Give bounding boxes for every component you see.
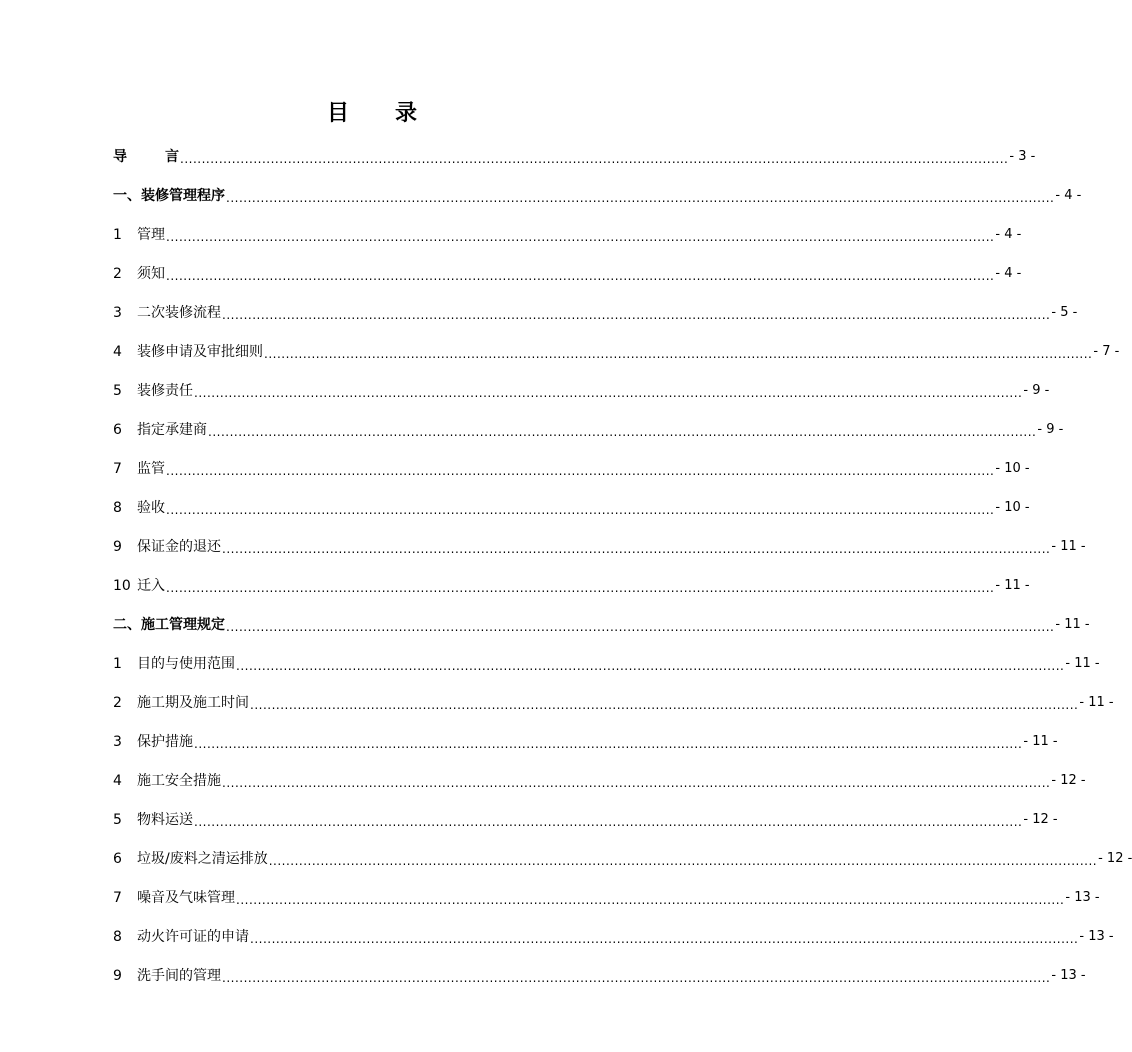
toc-entry-label: 保证金的退还 xyxy=(137,538,221,555)
dot-leader: ................................................................................................................................................................................................ xyxy=(222,775,1051,790)
dot-leader: ................................................................................................................................................................................................ xyxy=(222,541,1051,556)
toc-entry-item[interactable] xyxy=(113,254,1022,293)
toc-entry-item[interactable] xyxy=(113,449,1030,488)
toc-page-number: - 11 - xyxy=(1065,655,1100,671)
toc-entry-number: 2 xyxy=(113,265,122,282)
dot-leader: ................................................................................................................................................................................................ xyxy=(194,736,1023,751)
toc-entry-introduction[interactable] xyxy=(113,137,1036,176)
toc-entry-label-part-2: 言 xyxy=(165,148,179,165)
toc-entry-label: 动火许可证的申请 xyxy=(137,928,249,945)
toc-entry-item[interactable] xyxy=(113,566,1030,605)
toc-entry-item[interactable] xyxy=(113,644,1100,683)
toc-entry-item[interactable] xyxy=(113,527,1086,566)
toc-page-number: - 13 - xyxy=(1079,928,1114,944)
toc-entry-label: 保护措施 xyxy=(137,733,193,750)
toc-page-number: - 4 - xyxy=(995,265,1022,281)
toc-entry-number: 1 xyxy=(113,655,122,672)
toc-title-part-1: 目 xyxy=(326,101,349,126)
toc-entry-label: 洗手间的管理 xyxy=(137,967,221,984)
toc-entry-label: 目的与使用范围 xyxy=(137,655,235,672)
toc-entry-item[interactable] xyxy=(113,371,1050,410)
toc-entry-item[interactable] xyxy=(113,722,1058,761)
dot-leader: ................................................................................................................................................................................................ xyxy=(180,151,1009,166)
toc-page-number: - 9 - xyxy=(1023,382,1050,398)
toc-entry-item[interactable] xyxy=(113,761,1086,800)
toc-entry-number: 1 xyxy=(113,226,122,243)
toc-entry-section-1[interactable] xyxy=(113,176,1082,215)
toc-page-number: - 11 - xyxy=(995,577,1030,593)
toc-entry-number: 10 xyxy=(113,577,131,594)
toc-page-number: - 4 - xyxy=(1055,187,1082,203)
toc-entry-item[interactable] xyxy=(113,215,1022,254)
toc-entry-number: 4 xyxy=(113,343,122,360)
toc-entry-number: 5 xyxy=(113,811,122,828)
toc-entry-item[interactable] xyxy=(113,839,1132,878)
toc-page-number: - 13 - xyxy=(1051,967,1086,983)
dot-leader: ................................................................................................................................................................................................ xyxy=(268,853,1098,868)
toc-entry-label: 装修申请及审批细则 xyxy=(137,343,263,360)
dot-leader: ................................................................................................................................................................................................ xyxy=(166,580,995,595)
toc-entry-item[interactable] xyxy=(113,488,1030,527)
toc-entry-item[interactable] xyxy=(113,917,1114,956)
toc-page-number: - 13 - xyxy=(1065,889,1100,905)
toc-entry-item[interactable] xyxy=(113,683,1114,722)
toc-entry-number: 9 xyxy=(113,538,122,555)
toc-page-number: - 10 - xyxy=(995,499,1030,515)
toc-entry-item[interactable] xyxy=(113,332,1120,371)
dot-leader: ................................................................................................................................................................................................ xyxy=(226,190,1055,205)
dot-leader: ................................................................................................................................................................................................ xyxy=(194,385,1023,400)
toc-page-number: - 4 - xyxy=(995,226,1022,242)
toc-entry-label: 噪音及气味管理 xyxy=(137,889,235,906)
toc-page-number: - 5 - xyxy=(1051,304,1078,320)
toc-entry-label-part-1: 导 xyxy=(113,148,127,165)
toc-entry-number: 4 xyxy=(113,772,122,789)
toc-page-number: - 12 - xyxy=(1051,772,1086,788)
toc-page-number: - 11 - xyxy=(1055,616,1090,632)
toc-page-number: - 7 - xyxy=(1093,343,1120,359)
toc-page-number: - 10 - xyxy=(995,460,1030,476)
toc-entry-section-2[interactable] xyxy=(113,605,1090,644)
toc-entry-item[interactable] xyxy=(113,410,1064,449)
toc-entry-number: 7 xyxy=(113,460,122,477)
toc-entry-label: 物料运送 xyxy=(137,811,193,828)
toc-entry-label: 二次装修流程 xyxy=(137,304,221,321)
dot-leader: ................................................................................................................................................................................................ xyxy=(166,463,995,478)
toc-entry-item[interactable] xyxy=(113,956,1086,995)
toc-page-number: - 12 - xyxy=(1023,811,1058,827)
toc-entry-label: 施工期及施工时间 xyxy=(137,694,249,711)
toc-entry-number: 2 xyxy=(113,694,122,711)
dot-leader: ................................................................................................................................................................................................ xyxy=(208,424,1037,439)
toc-entry-number: 5 xyxy=(113,382,122,399)
toc-page-number: - 11 - xyxy=(1079,694,1114,710)
toc-title xyxy=(0,96,744,127)
toc-entry-number: 6 xyxy=(113,421,122,438)
dot-leader: ................................................................................................................................................................................................ xyxy=(236,892,1065,907)
toc-entry-label: 垃圾/废料之清运排放 xyxy=(137,850,268,867)
toc-entry-number: 8 xyxy=(113,499,122,516)
toc-entry-label: 一、装修管理程序 xyxy=(113,187,225,204)
toc-entry-label: 管理 xyxy=(137,226,165,243)
toc-page-number: - 3 - xyxy=(1009,148,1036,164)
toc-entry-item[interactable] xyxy=(113,800,1058,839)
toc-title-part-2: 录 xyxy=(395,101,418,126)
dot-leader: ................................................................................................................................................................................................ xyxy=(222,970,1051,985)
toc-entry-number: 7 xyxy=(113,889,122,906)
dot-leader: ................................................................................................................................................................................................ xyxy=(264,346,1093,361)
dot-leader: ................................................................................................................................................................................................ xyxy=(250,931,1079,946)
toc-entry-number: 9 xyxy=(113,967,122,984)
toc-entry-label: 迁入 xyxy=(137,577,165,594)
toc-entry-number: 6 xyxy=(113,850,122,867)
dot-leader: ................................................................................................................................................................................................ xyxy=(194,814,1023,829)
toc-page-number: - 9 - xyxy=(1037,421,1064,437)
dot-leader: ................................................................................................................................................................................................ xyxy=(166,268,995,283)
toc-entry-label: 装修责任 xyxy=(137,382,193,399)
toc-entry-number: 3 xyxy=(113,733,122,750)
dot-leader: ................................................................................................................................................................................................ xyxy=(236,658,1065,673)
toc-entry-label: 二、施工管理规定 xyxy=(113,616,225,633)
toc-entry-label: 指定承建商 xyxy=(137,421,207,438)
dot-leader: ................................................................................................................................................................................................ xyxy=(166,229,995,244)
toc-entry-number: 3 xyxy=(113,304,122,321)
toc-entry-number: 8 xyxy=(113,928,122,945)
dot-leader: ................................................................................................................................................................................................ xyxy=(226,619,1055,634)
dot-leader: ................................................................................................................................................................................................ xyxy=(250,697,1079,712)
dot-leader: ................................................................................................................................................................................................ xyxy=(166,502,995,517)
toc-page-number: - 11 - xyxy=(1023,733,1058,749)
toc-entry-label: 施工安全措施 xyxy=(137,772,221,789)
toc-entry-item[interactable] xyxy=(113,878,1100,917)
toc-entry-label: 验收 xyxy=(137,499,165,516)
toc-entry-item[interactable] xyxy=(113,293,1078,332)
toc-entry-label: 须知 xyxy=(137,265,165,282)
dot-leader: ................................................................................................................................................................................................ xyxy=(222,307,1051,322)
toc-page-number: - 12 - xyxy=(1098,850,1132,866)
toc-page-number: - 11 - xyxy=(1051,538,1086,554)
toc-list xyxy=(113,137,1132,995)
toc-entry-label: 监管 xyxy=(137,460,165,477)
